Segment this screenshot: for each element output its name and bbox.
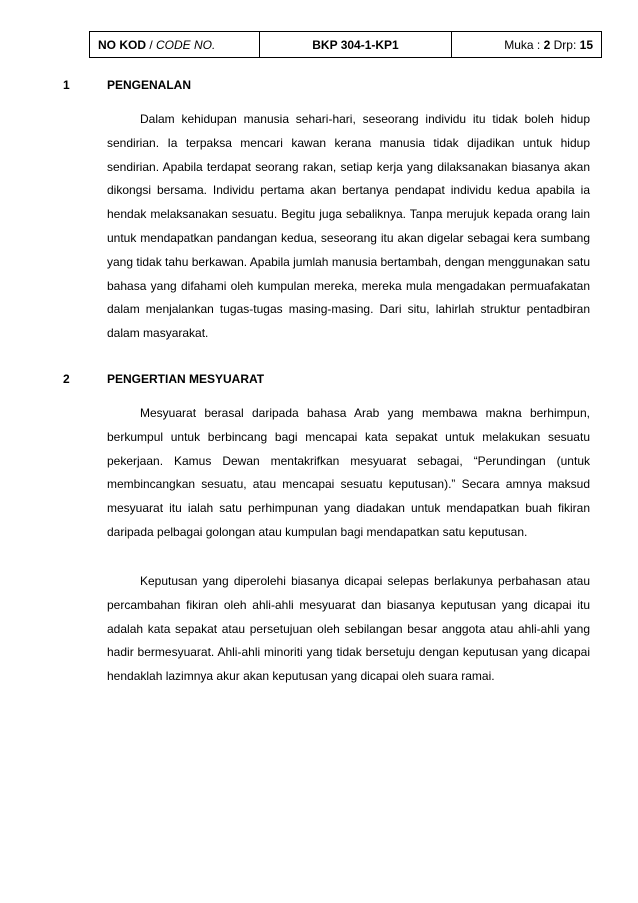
section-paragraph: Mesyuarat berasal daripada bahasa Arab yang membawa makna berhimpun, berkumpul untuk berbincang bagi mencapai kata sepakat untuk melakukan sesuatu pekerjaan. Kamus Dewan mentakrifkan mesyuarat sebagai, “Perundingan (untuk membincangkan sesuatu, atau mencapai sesuatu keputusan).” Secara amnya maksud mesyuarat itu ialah satu perhimpunan yang diadakan untuk mendapatkan buah fikiran daripada pelbagai golongan atau kumpulan bagi mendapatkan satu keputusan. (107, 406, 590, 539)
page-info-cell (452, 32, 602, 58)
section-paragraph: Dalam kehidupan manusia sehari-hari, seseorang individu itu tidak boleh hidup sendirian. Ia terpaksa mencari kawan kerana manusia tidak dijadikan untuk hidup sendirian. Apabila terdapat seorang rakan, setiap kerja yang dilaksanakan biasanya akan dikongsi bersama. Individu pertama akan bertanya pendapat individu kedua apabila ia hendak melaksanakan sesuatu. Begitu juga sebaliknya. Tanpa merujuk kepada orang lain untuk mendapatkan pandangan kedua, seseorang itu akan digelar sebagai kera sumbang yang tidak tahu berkawan. Apabila jumlah manusia bertambah, dengan menggunakan satu bahasa yang difahami oleh kumpulan mereka, mereka mula mengadakan permuafakatan dalam menjalankan tugas-tugas masing-masing. Dari situ, lahirlah struktur pentadbiran dalam masyarakat. (107, 112, 590, 341)
code-label-cell (90, 32, 260, 58)
page-of-label: Drp: (550, 37, 580, 52)
section-paragraph: Keputusan yang diperolehi biasanya dicapai selepas berlakunya perbahasan atau percambahan fikiran oleh ahli-ahli mesyuarat dan biasanya keputusan yang dicapai itu adalah kata sepakat atau persetujuan oleh sebilangan besar anggota atau ahli-ahli yang hadir bermesyuarat. Ahli-ahli minoriti yang tidak bersetuju dengan keputusan yang dicapai hendaklah lazimnya akur akan keputusan yang dicapai oleh suara ramai. (107, 574, 590, 684)
page-total: 15 (579, 37, 593, 52)
code-label-italic: CODE NO. (156, 37, 216, 52)
section-title: PENGENALAN (107, 78, 192, 92)
code-value: BKP 304-1-KP1 (312, 37, 399, 52)
section-number: 2 (63, 372, 70, 386)
code-value-cell (260, 32, 452, 58)
code-label-sep: / (146, 37, 157, 52)
section-title: PENGERTIAN MESYUARAT (107, 372, 265, 386)
document-header (89, 31, 602, 58)
page-number: 2 (543, 37, 551, 52)
section-number: 1 (63, 78, 70, 92)
code-label-bold: NO KOD (98, 37, 146, 52)
page-label: Muka : (504, 37, 544, 52)
